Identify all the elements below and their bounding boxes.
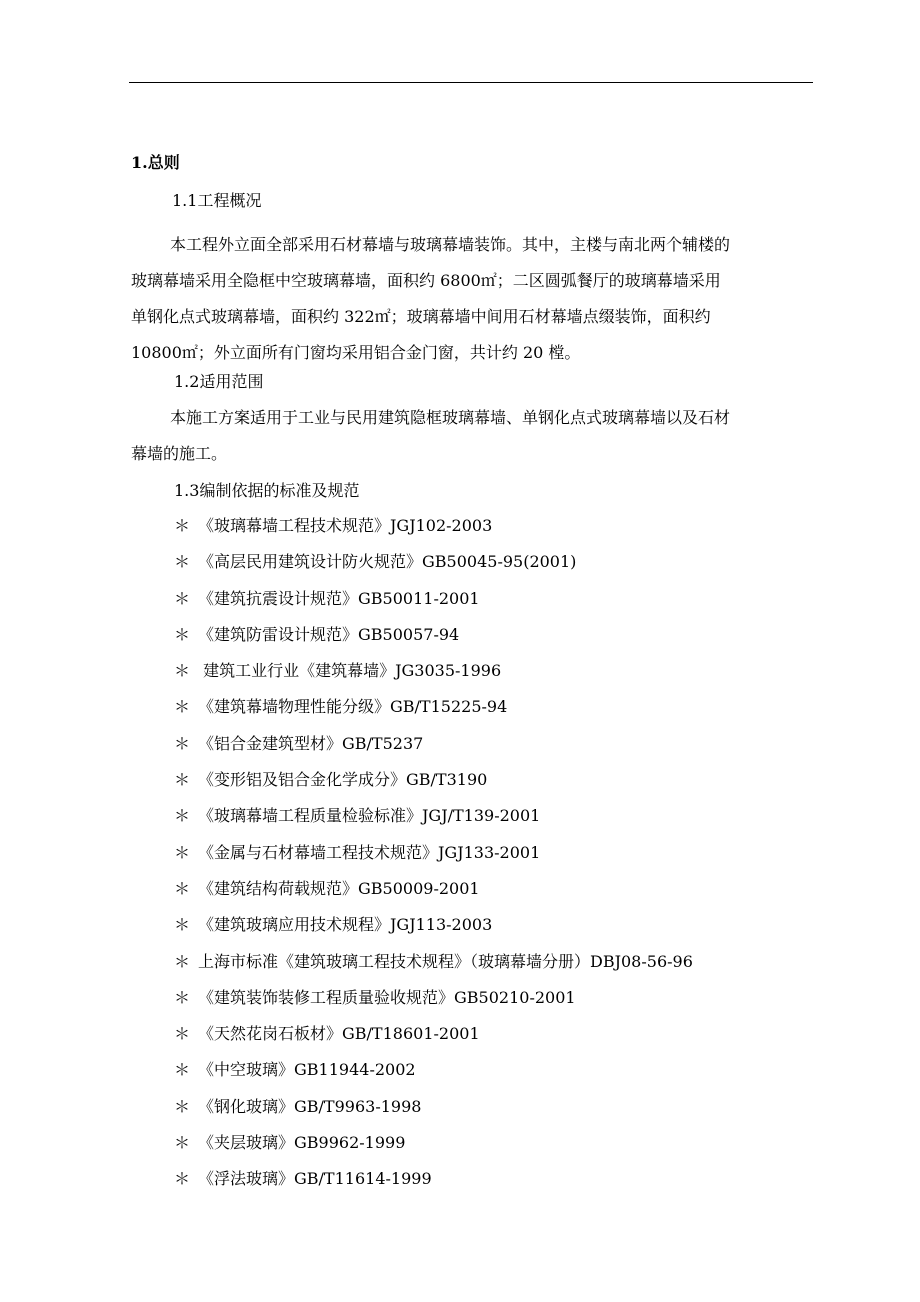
list-item — [174, 952, 693, 988]
section-title: 1.总则 — [131, 153, 180, 172]
bullet-icon: ＊ — [174, 1169, 191, 1189]
list-item — [174, 1169, 693, 1205]
bullet-icon: ＊ — [174, 588, 191, 608]
standard-text: 《高层民用建筑设计防火规范》GB50045-95(2001) — [198, 552, 577, 572]
overview-line-2: 玻璃幕墙采用全隐框中空玻璃幕墙，面积约 6800㎡；二区圆弧餐厅的玻璃幕墙采用 — [131, 271, 721, 290]
list-item — [174, 806, 693, 842]
standard-text: 《铝合金建筑型材》GB/T5237 — [198, 733, 424, 753]
standard-text: 《建筑装饰装修工程质量验收规范》GB50210-2001 — [198, 987, 576, 1007]
list-item — [174, 661, 693, 697]
standard-text: 《钢化玻璃》GB/T9963-1998 — [198, 1096, 422, 1116]
bullet-icon: ＊ — [174, 624, 191, 644]
list-item — [174, 625, 693, 661]
header-rule — [129, 82, 813, 83]
standard-text: 建筑工业行业《建筑幕墙》JG3035-1996 — [198, 661, 502, 681]
standard-text: 《建筑幕墙物理性能分级》GB/T15225-94 — [198, 697, 508, 717]
scope-heading: 1.2适用范围 — [174, 372, 264, 391]
list-item — [174, 915, 693, 951]
bullet-icon: ＊ — [174, 915, 191, 935]
list-item — [174, 516, 693, 552]
bullet-icon: ＊ — [174, 552, 191, 572]
list-item — [174, 1060, 693, 1096]
standard-text: 《玻璃幕墙工程技术规范》JGJ102-2003 — [198, 516, 493, 535]
scope-line-2: 幕墙的施工。 — [131, 444, 228, 463]
standard-text: 《变形铝及铝合金化学成分》GB/T3190 — [198, 770, 488, 790]
bullet-icon: ＊ — [174, 1096, 191, 1116]
list-item — [174, 1097, 693, 1133]
list-item — [174, 697, 693, 733]
bullet-icon: ＊ — [174, 1024, 191, 1044]
bullet-icon: ＊ — [174, 806, 191, 826]
standard-text: 《天然花岗石板材》GB/T18601-2001 — [198, 1024, 480, 1044]
overview-line-4: 10800㎡；外立面所有门窗均采用铝合金门窗，共计约 20 樘。 — [131, 343, 581, 362]
standard-text: 《金属与石材幕墙工程技术规范》JGJ133-2001 — [198, 842, 541, 862]
list-item — [174, 1133, 693, 1169]
standard-text: 《中空玻璃》GB11944-2002 — [198, 1060, 416, 1080]
standard-text: 《建筑结构荷载规范》GB50009-2001 — [198, 878, 480, 898]
bullet-icon: ＊ — [174, 1060, 191, 1080]
list-item — [174, 552, 693, 588]
standards-list — [174, 516, 693, 1206]
standard-text: 《建筑抗震设计规范》GB50011-2001 — [198, 588, 480, 608]
list-item — [174, 589, 693, 625]
list-item — [174, 843, 693, 879]
overview-heading: 1.1工程概况 — [172, 191, 262, 210]
bullet-icon: ＊ — [174, 951, 191, 971]
overview-line-3: 单钢化点式玻璃幕墙，面积约 322㎡；玻璃幕墙中间用石材幕墙点缀装饰，面积约 — [131, 307, 711, 326]
bullet-icon: ＊ — [174, 770, 191, 790]
list-item — [174, 879, 693, 915]
standards-heading: 1.3编制依据的标准及规范 — [174, 481, 360, 500]
list-item — [174, 1024, 693, 1060]
bullet-icon: ＊ — [174, 697, 191, 717]
standard-text: 《建筑防雷设计规范》GB50057-94 — [198, 624, 460, 644]
list-item — [174, 770, 693, 806]
standard-text: 《玻璃幕墙工程质量检验标准》JGJ/T139-2001 — [198, 806, 541, 826]
bullet-icon: ＊ — [174, 987, 191, 1007]
standard-text: 《建筑玻璃应用技术规程》JGJ113-2003 — [198, 915, 493, 935]
standard-text: 上海市标准《建筑玻璃工程技术规程》（玻璃幕墙分册）DBJ08-56-96 — [198, 951, 693, 971]
standard-text: 《浮法玻璃》GB/T11614-1999 — [198, 1169, 432, 1189]
standard-text: 《夹层玻璃》GB9962-1999 — [198, 1133, 406, 1153]
bullet-icon: ＊ — [174, 733, 191, 753]
bullet-icon: ＊ — [174, 878, 191, 898]
bullet-icon: ＊ — [174, 516, 191, 535]
bullet-icon: ＊ — [174, 661, 191, 681]
scope-line-1: 本施工方案适用于工业与民用建筑隐框玻璃幕墙、单钢化点式玻璃幕墙以及石材 — [170, 408, 731, 427]
list-item — [174, 734, 693, 770]
bullet-icon: ＊ — [174, 842, 191, 862]
overview-line-1: 本工程外立面全部采用石材幕墙与玻璃幕墙装饰。其中，主楼与南北两个辅楼的 — [170, 235, 731, 254]
list-item — [174, 988, 693, 1024]
bullet-icon: ＊ — [174, 1133, 191, 1153]
